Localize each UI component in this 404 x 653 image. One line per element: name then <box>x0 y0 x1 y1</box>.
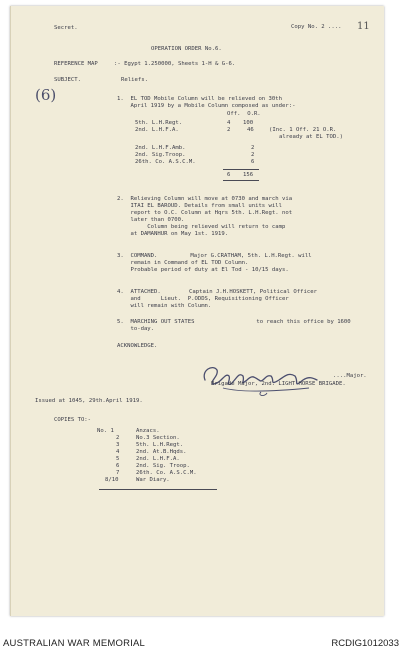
para5-line: to-day. <box>117 326 155 332</box>
reference-map-label: REFERENCE MAP <box>54 61 98 67</box>
handwritten-signature <box>199 358 331 398</box>
table-row-unit: 5th. L.H.Regt. <box>135 120 183 126</box>
subject-label: SUBJECT. <box>54 77 81 83</box>
table-row-unit: 26th. Co. A.S.C.M. <box>135 159 196 165</box>
para2-line: 2. Relieving Column will move at 0730 and march via <box>117 196 293 202</box>
end-rule <box>99 489 217 490</box>
issued-line: Issued at 1045, 29th.April 1919. <box>35 398 143 404</box>
copy-number: Copy No. 2 .... <box>291 24 342 30</box>
signature-title: Brigade Major, 2nd. LIGHT HORSE BRIGADE. <box>211 381 346 387</box>
list-item-no: No. 1 <box>97 428 114 434</box>
table-row-or: 46 <box>247 127 254 133</box>
para2-line: later than 0700. <box>117 217 185 223</box>
archive-footer <box>0 632 404 653</box>
list-item-to: 2nd. L.H.F.A. <box>136 456 180 462</box>
table-row-or: 100 <box>243 120 254 126</box>
total-divider <box>223 169 259 170</box>
list-item-no: 8/10 <box>105 477 119 483</box>
para2-line: Column being relieved will return to camp <box>117 224 286 230</box>
secret-label: Secret. <box>54 25 78 31</box>
para4-line: will remain with Column. <box>117 303 212 309</box>
para2-line: ITAI EL BAROUD. Details from small units will <box>117 203 283 209</box>
table-row-note: already at EL TOD.) <box>279 134 343 140</box>
list-item-no: 3 <box>116 442 120 448</box>
para5-label: 5. MARCHING OUT STATES <box>117 319 195 325</box>
circled-number: (6) <box>35 86 57 104</box>
total-underline <box>223 180 259 181</box>
table-row-or: 6 <box>251 159 255 165</box>
document-page <box>10 6 384 616</box>
list-item-no: 6 <box>116 463 120 469</box>
para4-line: and Lieut. P.ODDS, Requisitioning Officer <box>117 296 289 302</box>
list-item-to: 2nd. At.B.Hqds. <box>136 449 187 455</box>
subject-value: Reliefs. <box>121 77 148 83</box>
list-item-to: 26th. Co. A.S.C.M. <box>136 470 197 476</box>
table-row-off: 2 <box>227 127 231 133</box>
para2-line: report to O.C. Column at Hqrs 5th. L.H.Regt. not <box>117 210 293 216</box>
list-item-to: Anzacs. <box>136 428 160 434</box>
table-row-unit: 2nd. L.H.F.Amb. <box>135 145 186 151</box>
table-row-off: 4 <box>227 120 231 126</box>
signature-rank: ....Major. <box>333 373 367 379</box>
total-or: 156 <box>243 172 254 178</box>
para3-line: Major G.CRATHAM, 5th. L.H.Regt. will <box>187 253 312 259</box>
list-item-to: 5th. L.H.Regt. <box>136 442 184 448</box>
para2-line: at DAMANHUR on May 1st. 1919. <box>117 231 229 237</box>
list-item-no: 5 <box>116 456 120 462</box>
list-item-to: War Diary. <box>136 477 170 483</box>
para3-line: remain in Command of EL TOD Column. <box>117 260 249 266</box>
total-off: 6 <box>227 172 231 178</box>
list-item-no: 7 <box>116 470 120 476</box>
para3-line: Probable period of duty at El Tod - 10/15 days. <box>117 267 289 273</box>
list-item-no: 2 <box>116 435 120 441</box>
copies-to-label: COPIES TO:- <box>54 417 92 423</box>
list-item-no: 4 <box>116 449 120 455</box>
table-row-or: 2 <box>251 145 255 151</box>
list-item-to: No.3 Section. <box>136 435 180 441</box>
para4-label: 4. ATTACHED. <box>117 289 161 295</box>
para1-line-1: 1. EL TOD Mobile Column will be relieved on 30th <box>117 96 283 102</box>
para4-line: Captain J.H.HOSKETT, Political Officer <box>189 289 317 295</box>
table-column-header: Off. O.R. <box>227 111 261 117</box>
para5-line: to reach this office by 1600 <box>253 319 351 325</box>
para1-line-2: April 1919 by a Mobile Column composed as under:- <box>117 103 296 109</box>
footer-record-id: RCDIG1012033 <box>331 638 399 649</box>
acknowledge-text: ACKNOWLEDGE. <box>117 343 158 349</box>
table-row-unit: 2nd. Sig.Troop. <box>135 152 186 158</box>
table-row-note: (Inc. 1 Off. 21 O.R. <box>269 127 337 133</box>
list-item-to: 2nd. Sig. Troop. <box>136 463 190 469</box>
table-row-or: 2 <box>251 152 255 158</box>
footer-institution: AUSTRALIAN WAR MEMORIAL <box>3 638 146 649</box>
para3-label: 3. COMMAND. <box>117 253 158 259</box>
reference-map-text: :- Egypt 1.250000, Sheets 1-H & G-6. <box>114 61 236 67</box>
document-title: OPERATION ORDER No.6. <box>151 46 222 52</box>
table-row-unit: 2nd. L.H.F.A. <box>135 127 179 133</box>
page-marker: 11 <box>357 21 370 32</box>
